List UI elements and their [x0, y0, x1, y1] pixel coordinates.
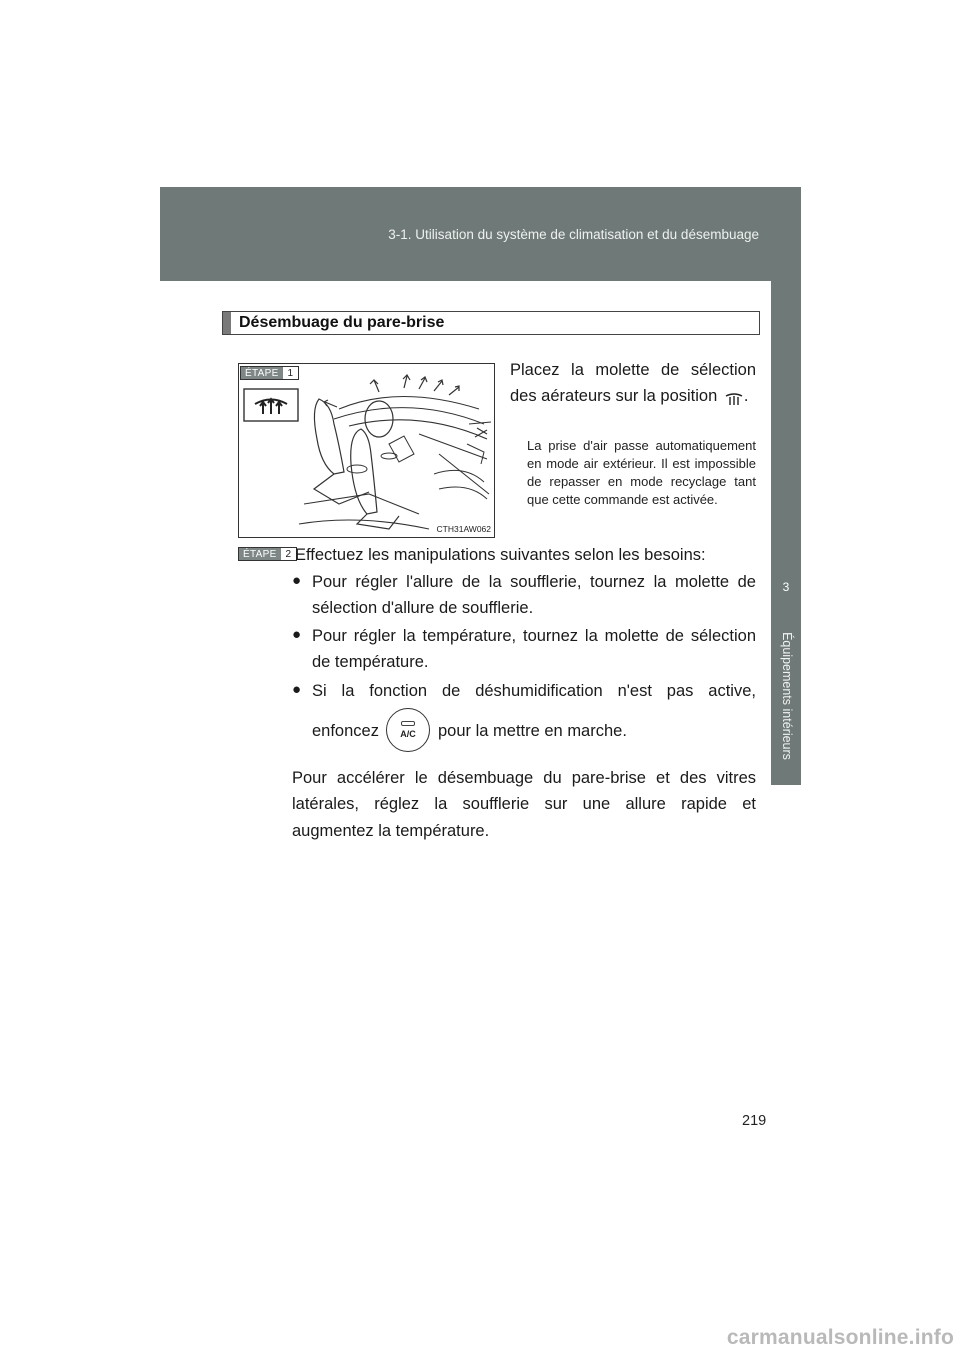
bullet-dot: ● — [292, 572, 302, 589]
dashboard-lines — [299, 397, 491, 530]
step-label: ÉTAPE — [239, 548, 281, 560]
bullet-dehumidify — [292, 678, 756, 704]
header-band — [160, 187, 801, 281]
bullet-text: Pour régler la température, tournez la molette de sélection de température. — [312, 627, 756, 672]
step-number: 2 — [281, 548, 297, 560]
figure-code: CTH31AW062 — [436, 524, 491, 534]
step1-text-end: . — [743, 387, 749, 406]
step2-intro: Effectuez les manipulations suivantes selon les besoins: — [295, 546, 706, 564]
interior-illustration — [238, 363, 495, 538]
chapter-number-tab: 3 — [771, 567, 801, 607]
bullet-dot: ● — [292, 626, 302, 643]
bullet-text: Pour régler l'allure de la soufflerie, tournez la molette de sélection d'allure de soufflerie. — [312, 573, 756, 618]
page-number: 219 — [742, 1113, 767, 1129]
section-heading-text: Désembuage du pare-brise — [239, 314, 445, 331]
heading-bar — [223, 312, 231, 334]
step-number: 1 — [283, 367, 299, 379]
ac-label: A/C — [400, 729, 416, 739]
defroster-inline-icon — [724, 389, 744, 405]
seats — [314, 399, 399, 529]
bullet-temperature — [292, 623, 756, 676]
bullet-dot: ● — [292, 681, 302, 698]
step2-badge — [238, 547, 297, 561]
car-interior-drawing — [239, 364, 494, 537]
closing-paragraph: Pour accélérer le désembuage du pare-brise et des vitres latérales, réglez la soufflerie sur une allure rapide et augmentez la température. — [292, 769, 756, 840]
chapter-label: Équipements intérieurs — [780, 632, 794, 760]
bullet-text: Si la fonction de déshumidification n'est pas active, — [312, 682, 756, 700]
step1-instruction — [510, 357, 756, 410]
ac-indicator — [401, 721, 415, 726]
bullet-fan-speed — [292, 569, 756, 622]
bullet3-after: pour la mettre en marche. — [438, 722, 627, 740]
center-console — [347, 436, 414, 473]
ac-button-icon — [386, 708, 430, 752]
step1-text: Placez la molette de sélection des aérateurs sur la position — [510, 361, 756, 406]
step1-note: La prise d'air passe automatiquement en mode air extérieur. Il est impossible de repasser en mode recyclage tant que cette commande est activée. — [527, 438, 756, 507]
step-label: ÉTAPE — [241, 367, 283, 379]
bullet-dehumidify-line2 — [312, 718, 379, 744]
chapter-title: 3-1. Utilisation du système de climatisation et du désembuage — [388, 227, 759, 242]
bullet3-before: enfoncez — [312, 722, 379, 740]
steering-wheel — [365, 401, 393, 437]
watermark: carmanualsonline.info — [726, 1326, 954, 1349]
side-tab-upper — [771, 281, 801, 567]
section-heading — [222, 311, 760, 335]
